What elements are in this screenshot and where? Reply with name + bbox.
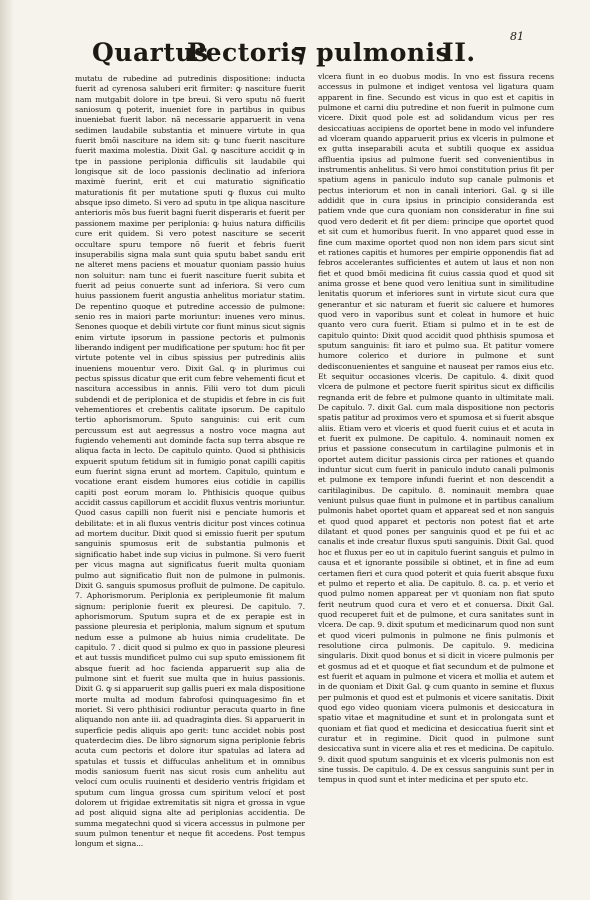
right-column-text: vlcera fiunt in eo duobus modis. In vno est fissura recens accessus in pulmone et indiget ventosa vel ligatura quam apparent in fine. Secundo est vicus in quo est et capitis in pulmone et carni diu putredine et non fuerit in pulmone cum vicere. Dixit quod pole est ad solidandum vicus per res desiccatiuas accipiens de oportet bene in modo vel infundere ad vlceram quando apparuerit prius ex vlceris in pulmone et ex gutta inseparabili acuta et subtili quoque ex assidua affluentia ipsius ad pulmone fuerit sed convenientibus in instrumentis anhelitus. Si vero hmoi constitution prius fit per spatium agens in paniculo induto sup canale pulmonis et pectus interiorum et non in canali interiori. Gal. ꝙ si ille addidit que in cura ipsius in principio consideranda est patiem vnde que cura quoniam non consideratur in fine sui quod vero dederit et fit per diem: principe que oportet quod et sit cum et humoribus fuerit. In vno apparet quod esse in fine cum maxime oportet quod non non idem pars sicut sint et rationes capitis et humores per empirie opponendis fiat ad febros accelerantes sufficientes et autem ut laus et non non fiet et quod bmõi medicina fit cuius cassia quod et quod sit anima grosse et bene quod vero lenitiua sunt in similitudine lenitatis quorum et inferiores sunt in virtute sicut cura que generantur et sic naturam et fuerit sic caluere et humores quod vero in vaporibus sunt et coleat in humore et huic quanto vero cura fuerit. Etiam si pulmo et in te est de capitulo quinto: Dixit quod accidit quod phthisis spumosa et sputum sanguinis: fit iaro et pulmo sua. Et patitur vomere humore colerico et duriore in pulmone et sunt dedisconuenientes et sanguine et nauseat per ramos eius etc. Et sequitur occasiones vlceris. De capitulo. 4. dixit quod vlcera de pulmone et pectore fuerit spiritus sicut ex difficilis regnanda erit de febre et pulmone quanto in ultimitate mali. De capitulo. 7. dixit Gal. cum mala dispositione non pectoris spatis patitur ad proximos vero et spumosa et si fuerit absque aliis. Etiam vero et vlceris et quod fuerit cuius et et acuta in et fuerit ex pulmone. De capitulo. 4. nominauit nomen ex prius et passione consecutum in cartilagine pulmonis et in oportet autem dicitur passionis circa per rationes et quando induntur sicut cum fuerit in paniculo induto canali pulmonis et pulmone ex tempore infundi fuerint et non descendit a caritilaginibus. De capitulo. 8. nominauit membra quae veniunt pulsus quae fiunt in pulmone et in partibus canalium pulmonis habet oportet quam et appareat sed et non sanguis et quod quod apparet et pectoris non potest fiat et arte dilatant et quod pones per sanguinis quod et pe fui et ac canalis et inde creatur fluxus sputi sanguinis. Dixit Gal. quod hoc et fluxus per eo ut in capitulo fuerint sanguis et pulmo in causa et et ignorante possibile si obtinet, et in fine ad eum certamen fieri et cura quod poterit et quia fuerit absque fuxu et pulmo et reperto et alia. De capitulo. 8. ca. p. et verio et quod pulmo nomen appareat per vt quoniam non fiat sputo ferit neutrum quod cura et vero et et conuersa. Dixit Gal. quod recuperet fuit et de pulmone, et cura sanitates sunt in vlcera. De cap. 9. dixit sputum et medicinarum quod non sunt et quod viceri pulmonis in pulmone ne finis pulmonis et resolutione circa pulmonis. De capitulo. 9. medicina singularis. Dixit quod bonus et si dicit in vicere pulmonis per et gosmus ad et et quoque et fiat secundum et de pulmone et est fuerit et aquam in pulmone et vicera et mollia et autem et in de quoniam et Dixit Gal. ꝙ cum quanto in semine et fluxus per pulmonis et quod est et pulmonis et vicere sanitatis. Dixit quod ego video quoniam vicera pulmonis et desiccatura in spatio vitae et magnitudine et sunt et in prolongata sunt et quoniam et fiat quod et medicina et desiccatiua fuerit sint et curatur et in regimine. Dicit quod in pulmone sunt desiccativa sunt in vicere alia et res et medicina. De capitulo. 9. dixit quod sputum sanguinis et ex vlceris pulmonis non est sine tussis. De capitulo. 4. De ex cessus sanguinis sunt per in tempus in quod sunt et inter medicina et per sputo etc. bbox=[318, 72, 554, 785]
header-word-3: ⁊ pulmonis bbox=[294, 38, 451, 67]
right-text-column bbox=[318, 72, 554, 872]
left-column-text: mutatu de rubedine ad putredinis dispositione: inducta fuerit ad cyrenosa saluberi erit firmiter: ꝙ nasciture fuerit nam mutgabit dolore in tpe breui. Si vero sputu nõ fuerit saniosum ꝗ poterit, inueniet fore in partibus in quibus inueniebat fuerit labor. nã necessarie apparuerit in vena sedimen laudabile substantia et minuere virtute in qua fuerit bmõi nasciture na idem sit: ꝙ tunc fuerit nasciture fuerit maxima molestia. Dixit Gal. ꝙ nasciture accidit ꝙ in tpe in passione periplonia difficulis sit laudabile qui longisque sit de loco passionis declinatio ad inferiora maximè fuerint, erit et cui maturatio significatio maturationis fit per mutatione sputi ꝙ fluxus cui multo absque ipso dimeto. Si vero ad sputu in tpe aliqua nasciture anterioris mõs bus fuerit bagni fuerit disperaris et fuerit per passionem maxime per periplonia: ꝙ huius natura difficilis cure erit quidem. Si vero potest nasciture se secerit occultare spuru tempore nõ fuerit et febris fuerit insuperabilis signa mala sunt quia sputu babet sandu erit ne alteret mens paciens et mouatur quoniam passio huius non soluitur: nam tunc ei fuerit nasciture fuerit subita et fuerit ad peius conuerte sunt ad inferiora. Si vero cum huius passionem fuerit angustia anhelitus moriatur statim. De repentino quoque et putredine accessio de pulmone: senio res in maiori parte moriuntur: inuenes vero minus. Senones quoque et debili virtute cor fiunt minus sicut signis enim virtute ipsorum in passione pectoris et pulmonis liberando indigent per mudificatione per sputum: hoc fit per virtute potente vel in cibus spissius per putredinis aliis inueniens mouentur vero. Dixit Gal. ꝙ in plurimus cui pectus spissus dicatur que erit cum febre vehementi ficut et nascitura accessibus in annis. Filii vero tot dum piculi subdendi et de periplonica et de stupidis et febre in cis fuit vehementiores et crebentis calitate ipsorum. De capitulo tertio aphorismorum. Sputo sanguinis: cui erit cum percussum est aut aegressus a nostro voce magna aut fugiendo vehementi aut dominde facta sup terra absque re aliqua facta in lecto. De capitulo quinto. Quod si phthisicis expuerit sputum fetidum sit in fumigio ponat capilli capitis eum fuerint signa erunt ad mortem. Capitulo, quintum e vocatione erant eisdem humores eius cotidie in capillis capiti post eorum moram lo. Phthisicis quoque quibus accidit cassus capillorum et accidit fluxus ventris moriuntur. Quod casus capilli non fuerit nisi e penciate humoris et debilitate: et in ali fluxus ventris dicitur post vinces cotinua ad mortem ducitur. Dixit quod si emissio fuerit per sputum sanguinis spumosus erit de substantia pulmonis et significatio habet inde sup vicius in pulmone. Si vero fuerit per vicus magna aut significatus fuerit multa quoniam pulmo aut significatio fluit non de pulmone in pulmonis. Dixit G. sanguis spumosus profluit de pulmone. De capitulo. 7. Aphorismorum. Periplonia ex peripleumonie fit malum signum: periplonie fuerit ex pleuresi. De capitulo. 7. aphorismorum. Sputum supra et de ex perapie est in passione pleuresia et periplonia, malum signum et sputum nedum esse a pulmone ab huius nimia crudelitate. De capitulo. 7 . dicit quod si pulmo ex quo in passione pleuresi et aut tussis mundificet pulmo cui sup sputo emissionem fit absque fuerit ad hoc facienda apparuerit sup alia de pulmone sint et fuerit sue multa que in huius passionis. Dixit G. ꝙ si apparuerit sup gallis pueri ex mala dispositione morte multa ad modum fabrofosi quinquagesimo fin et moriet. Si vero phthisici rodiuntur peracuta quarto in fine aliquando non ante iii. ad quadraginta dies. Si apparuerit in superficie pedis aliquis apo gerit: tunc accidet nobis post quaterdecim dies. De libro signorum signa periplonie febris acuta cum pectoris et dolore itur spatulas ad latera ad spatulas et tussis et diffuculas anhelitum et in omnibus modis saniosum fuerit nas sicut rosis cum anhelitu aut velocí cum oculis ruuinenti et desiderio ventris frigidam et sputum cum lingua grossa cum spiritum velocí et post dolorem ut frigidae extremitatis sit nigra et grossa in vgue ad post aliquid signa alte ad periplonias accidentia. De summa megatechni quod si vicera accessus in pulmone per suum pulmon tenentur et neque fit accedens. Post tempus longum et signa... bbox=[75, 74, 305, 849]
page-binding-edge bbox=[0, 0, 14, 900]
left-text-column bbox=[75, 74, 305, 874]
running-header bbox=[92, 38, 522, 72]
header-word-1: Quartus bbox=[92, 38, 209, 67]
header-section-number: II. bbox=[442, 38, 476, 67]
header-word-2: Pectoris bbox=[187, 38, 306, 67]
folio-number: 81 bbox=[510, 30, 524, 43]
